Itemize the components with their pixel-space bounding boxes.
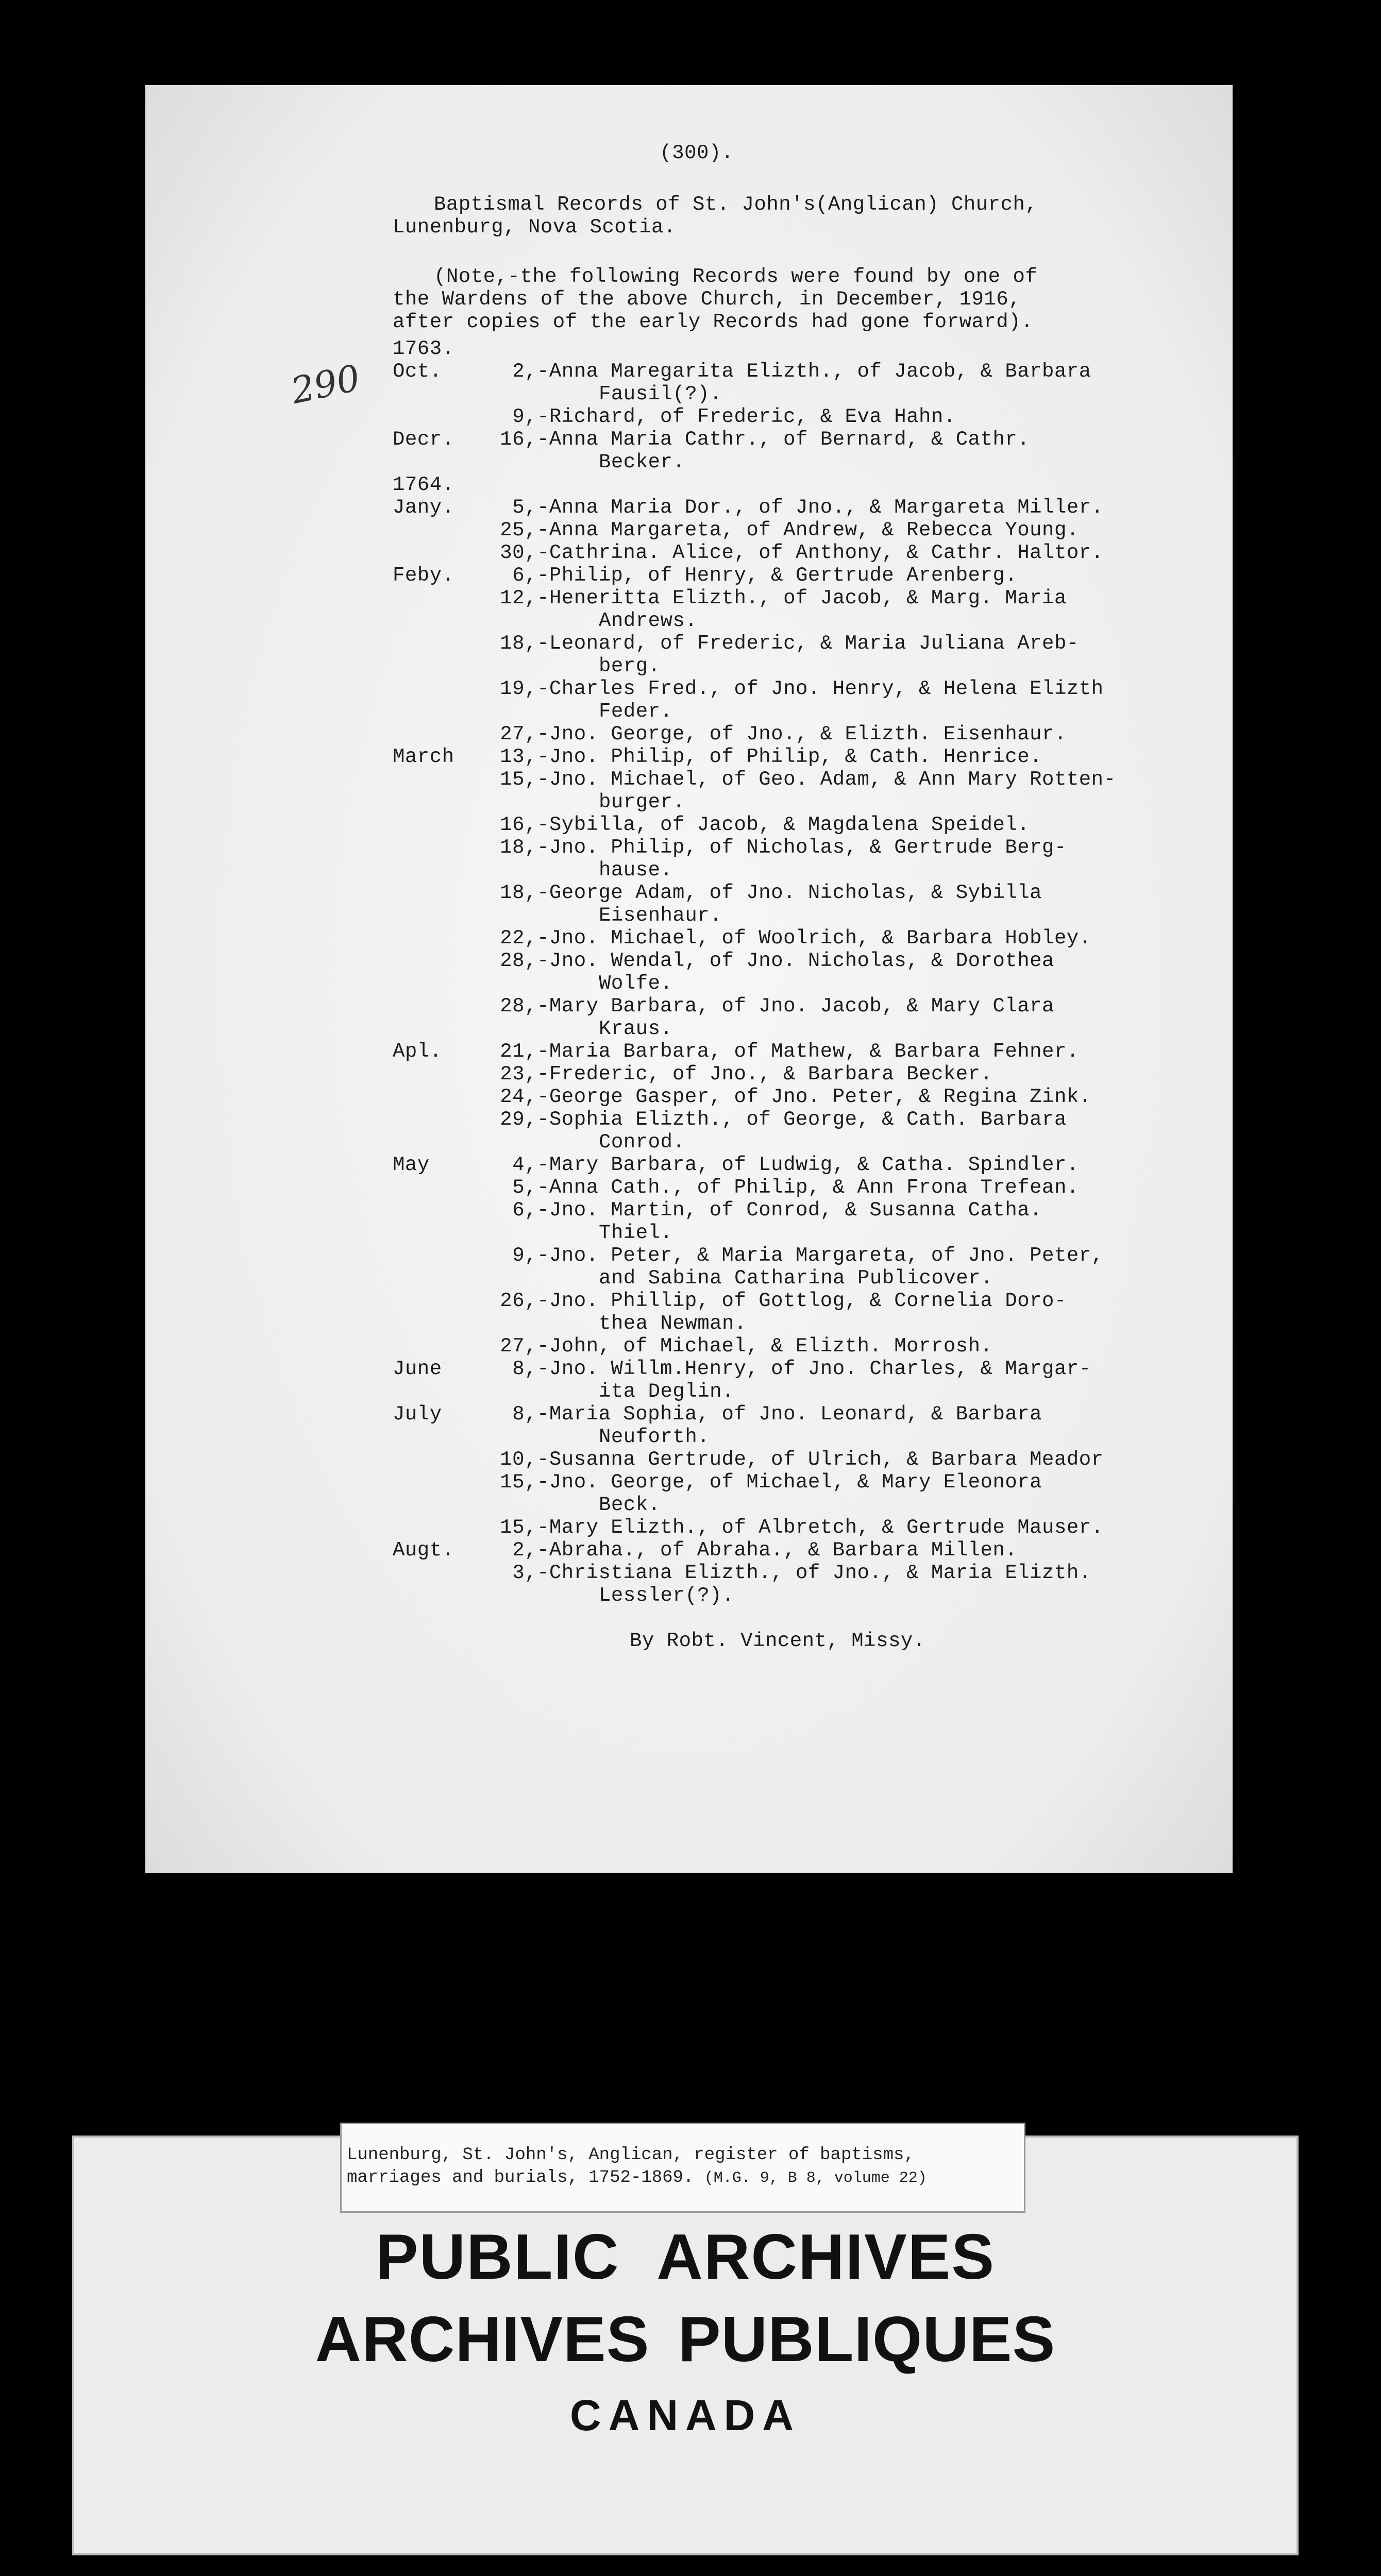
entry-day <box>475 473 537 496</box>
entry-text: -Anna Maregarita Elizth., of Jacob, & Barbara <box>537 360 1091 383</box>
entry-text: -Sophia Elizth., of George, & Cath. Barbara <box>537 1108 1067 1131</box>
archives-heading-en: PUBLIC ARCHIVES <box>375 2222 996 2293</box>
entry-text: -Charles Fred., of Jno. Henry, & Helena Elizth <box>537 677 1104 700</box>
entry-row <box>393 541 1248 564</box>
baptism-entries <box>393 337 1248 1652</box>
entry-row <box>393 1403 1248 1426</box>
entry-continuation: hause. <box>599 859 673 882</box>
entry-row <box>393 677 1248 700</box>
entry-continuation: Beck. <box>599 1494 661 1516</box>
entry-day: 9, <box>512 1244 537 1267</box>
entry-row <box>393 1312 1248 1335</box>
entry-month <box>393 1562 475 1584</box>
entry-day: 13, <box>500 745 537 768</box>
handwritten-margin-note: 290 <box>287 357 364 412</box>
entry-month <box>393 632 475 655</box>
entry-row <box>393 383 1248 405</box>
entry-month <box>393 836 475 859</box>
entry-day: 5, <box>512 496 537 519</box>
entry-text: -Leonard, of Frederic, & Maria Juliana Areb- <box>537 632 1079 655</box>
entry-row <box>393 1290 1248 1312</box>
entry-day: 12, <box>500 587 537 609</box>
entry-month <box>393 1199 475 1222</box>
entry-month <box>393 405 475 428</box>
entry-text: -Anna Maria Cathr., of Bernard, & Cathr. <box>537 428 1030 451</box>
entry-day: 18, <box>500 882 537 904</box>
entry-day: 27, <box>500 723 537 745</box>
entry-text: -Mary Barbara, of Ludwig, & Catha. Spindler. <box>537 1154 1079 1176</box>
entry-row <box>393 1063 1248 1086</box>
entry-day: 15, <box>500 768 537 791</box>
note-line: the Wardens of the above Church, in December, 1916, <box>393 288 1021 311</box>
entry-continuation: Fausil(?). <box>599 383 722 405</box>
entry-day: 2, <box>512 1539 537 1562</box>
entry-row <box>393 1335 1248 1358</box>
entry-row <box>393 1108 1248 1131</box>
entry-text: -Mary Barbara, of Jno. Jacob, & Mary Clara <box>537 995 1054 1018</box>
entry-month <box>393 587 475 609</box>
entry-row <box>393 1176 1248 1199</box>
entry-continuation: Becker. <box>599 451 685 473</box>
entry-text: -Frederic, of Jno., & Barbara Becker. <box>537 1063 993 1086</box>
entry-month <box>393 1335 475 1358</box>
entry-row <box>393 360 1248 383</box>
note-line: (Note,-the following Records were found by one of <box>434 265 1038 288</box>
slip-reference: (M.G. 9, B 8, volume 22) <box>704 2170 927 2187</box>
entry-row <box>393 882 1248 904</box>
entry-month: Oct. <box>393 360 442 383</box>
entry-continuation: burger. <box>599 791 685 814</box>
entry-text: -Jno. Michael, of Woolrich, & Barbara Hobley. <box>537 927 1091 950</box>
entry-row <box>393 1539 1248 1562</box>
entry-text: -Susanna Gertrude, of Ulrich, & Barbara Meador <box>537 1448 1104 1471</box>
entry-day: 23, <box>500 1063 537 1086</box>
entry-row <box>393 1267 1248 1290</box>
entry-month: Decr. <box>393 428 454 451</box>
entry-text: -Jno. Michael, of Geo. Adam, & Ann Mary Rotten- <box>537 768 1116 791</box>
entry-day: 28, <box>500 995 537 1018</box>
entry-day: 6, <box>512 564 537 587</box>
entry-text: -Jno. Peter, & Maria Margareta, of Jno. Peter, <box>537 1244 1104 1267</box>
entry-day: 6, <box>512 1199 537 1222</box>
entry-day: 24, <box>500 1086 537 1108</box>
entry-month <box>393 1448 475 1471</box>
entry-text <box>537 473 1248 496</box>
entry-row <box>393 473 1248 496</box>
entry-month: Augt. <box>393 1539 454 1562</box>
entry-day: 29, <box>500 1108 537 1131</box>
entry-row <box>393 1131 1248 1154</box>
entry-row <box>393 451 1248 473</box>
entry-text: -Jno. Phillip, of Gottlog, & Cornelia Doro- <box>537 1290 1067 1312</box>
entry-text: -Jno. George, of Jno., & Elizth. Eisenhaur. <box>537 723 1067 745</box>
entry-text: -Jno. Philip, of Philip, & Cath. Henrice. <box>537 745 1042 768</box>
entry-text: -Cathrina. Alice, of Anthony, & Cathr. Haltor. <box>537 541 1104 564</box>
entry-month: 1763. <box>393 337 454 360</box>
entry-row <box>393 1562 1248 1584</box>
entry-row <box>393 519 1248 541</box>
entry-text: -Mary Elizth., of Albretch, & Gertrude Mauser. <box>537 1516 1104 1539</box>
entry-row <box>393 1086 1248 1108</box>
entry-month <box>393 1290 475 1312</box>
entry-day: 21, <box>500 1040 537 1063</box>
note-paragraph <box>393 265 1037 333</box>
entry-day: 15, <box>500 1516 537 1539</box>
entry-month <box>393 1108 475 1131</box>
entry-month <box>393 1063 475 1086</box>
entry-continuation: Neuforth. <box>599 1426 710 1448</box>
entry-text: -Abraha., of Abraha., & Barbara Millen. <box>537 1539 1018 1562</box>
entry-text: -George Adam, of Jno. Nicholas, & Sybilla <box>537 882 1042 904</box>
document-page <box>145 85 1233 1873</box>
entry-month <box>393 1086 475 1108</box>
entry-row <box>393 405 1248 428</box>
entry-text: -George Gasper, of Jno. Peter, & Regina Zink. <box>537 1086 1091 1108</box>
entry-day: 26, <box>500 1290 537 1312</box>
entry-row <box>393 972 1248 995</box>
entry-continuation: and Sabina Catharina Publicover. <box>599 1267 993 1290</box>
signature: By Robt. Vincent, Missy. <box>630 1630 925 1652</box>
entry-month <box>393 950 475 972</box>
entry-month: March <box>393 745 454 768</box>
entry-row <box>393 791 1248 814</box>
entry-text: -Richard, of Frederic, & Eva Hahn. <box>537 405 956 428</box>
entry-continuation: Thiel. <box>599 1222 673 1244</box>
entry-month: 1764. <box>393 473 454 496</box>
entry-day: 16, <box>500 428 537 451</box>
entry-row <box>393 1154 1248 1176</box>
entry-day: 30, <box>500 541 537 564</box>
entry-continuation: Eisenhaur. <box>599 904 722 927</box>
entry-month <box>393 1244 475 1267</box>
slip-line <box>347 2166 1019 2190</box>
entry-month <box>393 723 475 745</box>
reference-slip <box>340 2123 1025 2213</box>
entry-text: -Jno. George, of Michael, & Mary Eleonora <box>537 1471 1042 1494</box>
entry-row <box>393 1018 1248 1040</box>
entry-row <box>393 904 1248 927</box>
entry-row <box>393 1380 1248 1403</box>
document-title <box>393 193 1037 239</box>
entry-row <box>393 700 1248 723</box>
slip-text: marriages and burials, 1752-1869. <box>347 2168 694 2188</box>
entry-row <box>393 1584 1248 1607</box>
entry-month: June <box>393 1358 442 1380</box>
archives-country: CANADA <box>570 2391 801 2439</box>
entry-text: -Jno. Wendal, of Jno. Nicholas, & Dorothea <box>537 950 1054 972</box>
entry-month: July <box>393 1403 442 1426</box>
entry-row <box>393 859 1248 882</box>
entry-row <box>393 1516 1248 1539</box>
entry-row <box>393 1426 1248 1448</box>
entry-continuation: Wolfe. <box>599 972 673 995</box>
entry-day: 5, <box>512 1176 537 1199</box>
entry-text: -Anna Cath., of Philip, & Ann Frona Trefean. <box>537 1176 1079 1199</box>
entry-day: 27, <box>500 1335 537 1358</box>
entry-day: 22, <box>500 927 537 950</box>
entry-row <box>393 655 1248 677</box>
page-number: (300). <box>660 142 734 164</box>
entry-row <box>393 1222 1248 1244</box>
entry-day: 19, <box>500 677 537 700</box>
entry-month <box>393 882 475 904</box>
entry-text: -Sybilla, of Jacob, & Magdalena Speidel. <box>537 814 1030 836</box>
entry-month <box>393 995 475 1018</box>
entry-text: -Christiana Elizth., of Jno., & Maria Elizth. <box>537 1562 1091 1584</box>
entry-day: 3, <box>512 1562 537 1584</box>
entry-row <box>393 564 1248 587</box>
archives-heading-fr: ARCHIVES PUBLIQUES <box>315 2304 1056 2375</box>
entry-row <box>393 1244 1248 1267</box>
entry-row <box>393 632 1248 655</box>
entry-row <box>393 1494 1248 1516</box>
entry-continuation: Lessler(?). <box>599 1584 734 1607</box>
entry-text <box>537 337 1248 360</box>
entry-continuation: Conrod. <box>599 1131 685 1154</box>
entry-continuation: Feder. <box>599 700 673 723</box>
entry-day <box>475 337 537 360</box>
entry-day: 18, <box>500 836 537 859</box>
entry-day: 9, <box>512 405 537 428</box>
entry-row <box>393 1471 1248 1494</box>
entry-row <box>393 1448 1248 1471</box>
entry-text: -Maria Sophia, of Jno. Leonard, & Barbara <box>537 1403 1042 1426</box>
entry-continuation: thea Newman. <box>599 1312 747 1335</box>
entry-text: -Philip, of Henry, & Gertrude Arenberg. <box>537 564 1018 587</box>
entry-day: 4, <box>512 1154 537 1176</box>
entry-day: 8, <box>512 1403 537 1426</box>
entry-month <box>393 927 475 950</box>
note-line: after copies of the early Records had gone forward). <box>393 311 1033 333</box>
entry-day: 8, <box>512 1358 537 1380</box>
entry-day: 2, <box>512 360 537 383</box>
entry-day: 25, <box>500 519 537 541</box>
entry-text: -Jno. Philip, of Nicholas, & Gertrude Berg- <box>537 836 1067 859</box>
entry-row <box>393 1040 1248 1063</box>
entry-text: -Anna Margareta, of Andrew, & Rebecca Young. <box>537 519 1079 541</box>
entry-month: Feby. <box>393 564 454 587</box>
entry-row <box>393 995 1248 1018</box>
entry-row <box>393 768 1248 791</box>
entry-text: -John, of Michael, & Elizth. Morrosh. <box>537 1335 993 1358</box>
entry-month <box>393 541 475 564</box>
entry-month <box>393 519 475 541</box>
entry-continuation: berg. <box>599 655 661 677</box>
entry-month <box>393 814 475 836</box>
entry-day: 28, <box>500 950 537 972</box>
entry-row <box>393 723 1248 745</box>
entry-continuation: Kraus. <box>599 1018 673 1040</box>
title-line: Baptismal Records of St. John's(Anglican) Church, <box>434 193 1038 216</box>
entry-row <box>393 927 1248 950</box>
entry-text: -Anna Maria Dor., of Jno., & Margareta Miller. <box>537 496 1104 519</box>
entry-text: -Heneritta Elizth., of Jacob, & Marg. Maria <box>537 587 1067 609</box>
title-line: Lunenburg, Nova Scotia. <box>393 216 676 239</box>
entry-day: 15, <box>500 1471 537 1494</box>
entry-row <box>393 814 1248 836</box>
entry-continuation: Andrews. <box>599 609 698 632</box>
entry-month <box>393 768 475 791</box>
entry-day: 16, <box>500 814 537 836</box>
entry-month <box>393 1516 475 1539</box>
entry-month <box>393 1176 475 1199</box>
entry-row <box>393 496 1248 519</box>
entry-continuation: ita Deglin. <box>599 1380 734 1403</box>
entry-row <box>393 337 1248 360</box>
entry-row <box>393 836 1248 859</box>
entry-month <box>393 1471 475 1494</box>
entry-text: -Maria Barbara, of Mathew, & Barbara Fehner. <box>537 1040 1079 1063</box>
entry-row <box>393 587 1248 609</box>
entry-month: May <box>393 1154 430 1176</box>
entry-row <box>393 950 1248 972</box>
entry-text: -Jno. Willm.Henry, of Jno. Charles, & Margar- <box>537 1358 1091 1380</box>
slip-line: Lunenburg, St. John's, Anglican, register of baptisms, <box>347 2145 915 2165</box>
entry-month <box>393 677 475 700</box>
entry-row <box>393 1358 1248 1380</box>
entry-text: -Jno. Martin, of Conrod, & Susanna Catha. <box>537 1199 1042 1222</box>
entry-row <box>393 745 1248 768</box>
entry-row <box>393 609 1248 632</box>
entry-month: Apl. <box>393 1040 442 1063</box>
entry-row <box>393 428 1248 451</box>
entry-month: Jany. <box>393 496 454 519</box>
entry-day: 18, <box>500 632 537 655</box>
entry-row <box>393 1199 1248 1222</box>
entry-day: 10, <box>500 1448 537 1471</box>
